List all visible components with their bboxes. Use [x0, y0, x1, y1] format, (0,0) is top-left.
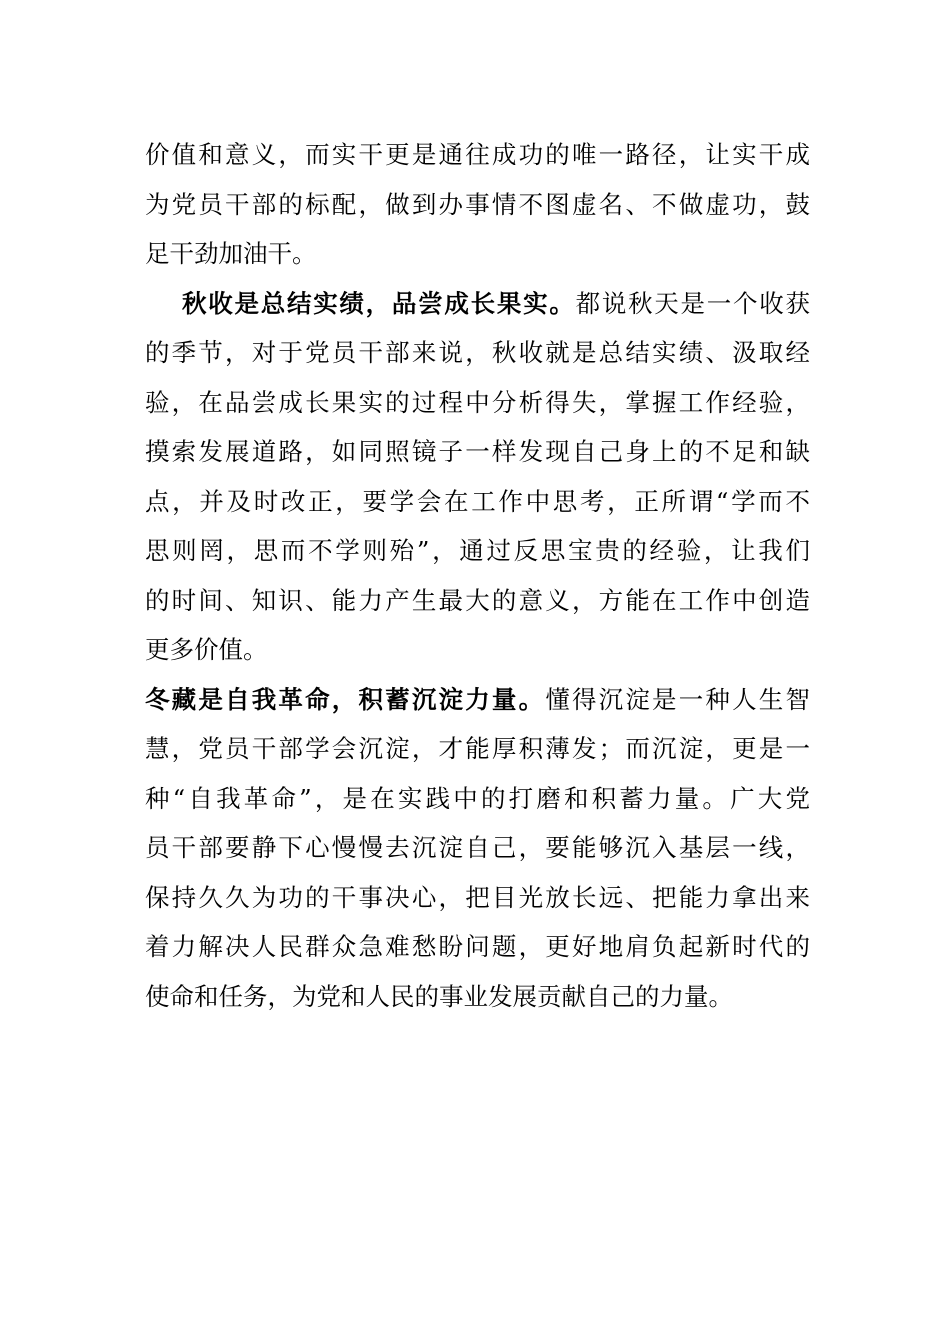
- text-line: 点，并及时改正，要学会在工作中思考，正所谓“学而不: [145, 486, 810, 516]
- text-line: 保持久久为功的干事决心，把目光放长远、把能力拿出来: [145, 882, 810, 912]
- paragraph-text: 都说秋天是一个收获: [575, 288, 811, 318]
- text-line: 价值和意义，而实干更是通往成功的唯一路径，让实干成: [145, 140, 810, 169]
- text-line: [145, 279, 810, 329]
- text-line: 摸索发展道路，如同照镜子一样发现自己身上的不足和缺: [145, 437, 810, 466]
- paragraph-heading: 秋收是总结实绩，品尝成长果实。: [182, 288, 576, 318]
- text-line: 员干部要静下心慢慢去沉淀自己，要能够沉入基层一线，: [145, 833, 810, 862]
- document-body: [145, 130, 810, 1021]
- text-line: 验，在品尝成长果实的过程中分析得失，掌握工作经验，: [145, 387, 810, 417]
- paragraph-autumn: [145, 279, 810, 675]
- text-line: 的季节，对于党员干部来说，秋收就是总结实绩、汲取经: [145, 338, 810, 367]
- text-line: 使命和任务，为党和人民的事业发展贡献自己的力量。: [145, 981, 733, 1011]
- paragraph-continuation: [145, 130, 810, 279]
- text-line: 更多价值。: [145, 635, 268, 664]
- text-line: 的时间、知识、能力产生最大的意义，方能在工作中创造: [145, 585, 810, 615]
- text-line: 着力解决人民群众急难愁盼问题，更好地肩负起新时代的: [145, 932, 810, 961]
- paragraph-text: 懂得沉淀是一种人生智: [545, 684, 810, 714]
- text-line: 为党员干部的标配，做到办事情不图虚名、不做虚功，鼓: [145, 189, 810, 219]
- text-line: [145, 675, 810, 725]
- paragraph-winter: [145, 675, 810, 1022]
- text-line: 足干劲加油干。: [145, 239, 317, 268]
- paragraph-heading: 冬藏是自我革命，积蓄沉淀力量。: [145, 684, 546, 714]
- text-line: 思则罔，思而不学则殆”，通过反思宝贵的经验，让我们: [145, 536, 810, 565]
- text-line: 种“自我革命”，是在实践中的打磨和积蓄力量。广大党: [145, 783, 810, 813]
- text-line: 慧，党员干部学会沉淀，才能厚积薄发；而沉淀，更是一: [145, 734, 810, 763]
